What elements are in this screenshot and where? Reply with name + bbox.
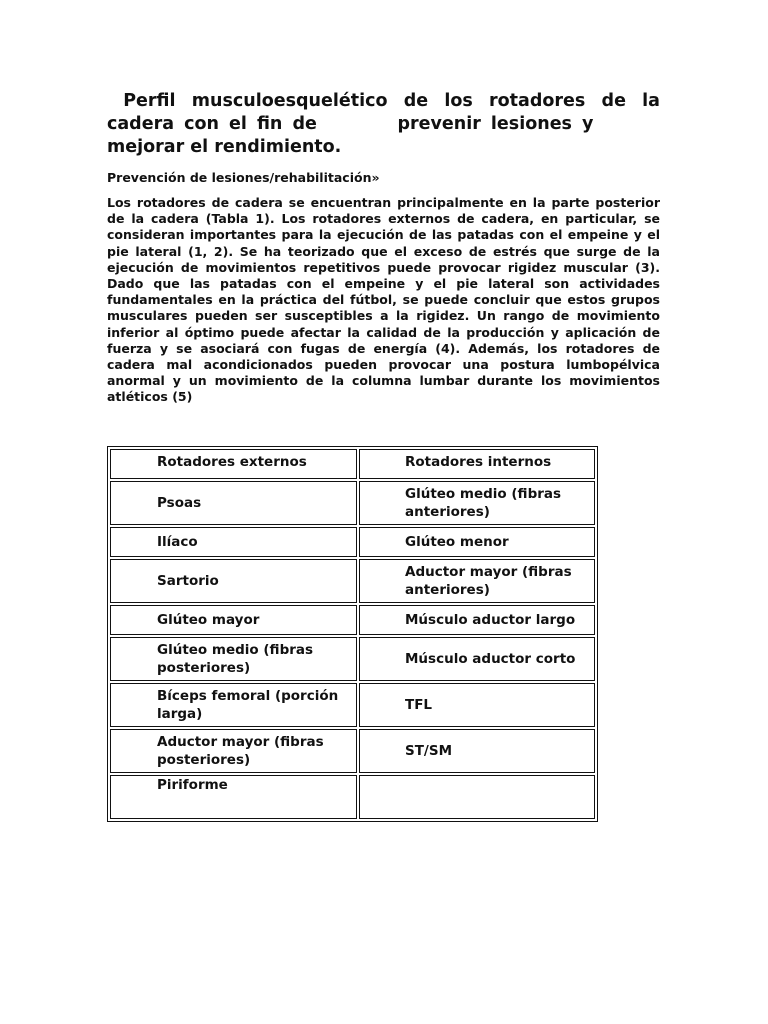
table-row: [110, 605, 595, 635]
table-cell: Bíceps femoral (porción larga): [110, 683, 357, 727]
table-cell: Aductor mayor (fibras anteriores): [359, 559, 595, 603]
body-paragraph: Los rotadores de cadera se encuentran principalmente en la parte posterior de la cadera (Tabla 1). Los rotadores externos de cadera, en particular, se consideran importantes para la ejecución de las patadas con el empeine y el pie lateral (1, 2). Se ha teorizado que el exceso de estrés que surge de la ejecución de movimientos repetitivos puede provocar rigidez muscular (3). Dado que las patadas con el empeine y el pie lateral son actividades fundamentales en la práctica del fútbol, se puede concluir que estos grupos musculares pueden ser susceptibles a la rigidez. Un rango de movimiento inferior al óptimo puede afectar la calidad de la producción y aplicación de fuerza y se asociará con fugas de energía (4). Además, los rotadores de cadera mal acondicionados pueden provocar una postura lumbopélvica anormal y un movimiento de la columna lumbar durante los movimientos atléticos (5): [107, 195, 660, 405]
section-heading: Prevención de lesiones/rehabilitación»: [107, 170, 380, 185]
table-cell: [359, 775, 595, 819]
table-header-row: [110, 449, 595, 479]
table-cell: Músculo aductor corto: [359, 637, 595, 681]
table-cell: Glúteo menor: [359, 527, 595, 557]
table-cell: Músculo aductor largo: [359, 605, 595, 635]
table-cell: Aductor mayor (fibras posteriores): [110, 729, 357, 773]
table-cell: ST/SM: [359, 729, 595, 773]
table-row: [110, 481, 595, 525]
table-row: [110, 683, 595, 727]
table-row: [110, 527, 595, 557]
table-row: [110, 729, 595, 773]
table-cell: Glúteo mayor: [110, 605, 357, 635]
header-external-rotators: Rotadores externos: [110, 449, 357, 479]
hip-rotators-table: [107, 446, 598, 822]
table-row: [110, 637, 595, 681]
table-row: [110, 559, 595, 603]
table-cell: Glúteo medio (fibras posteriores): [110, 637, 357, 681]
header-internal-rotators: Rotadores internos: [359, 449, 595, 479]
table-cell: Glúteo medio (fibras anteriores): [359, 481, 595, 525]
table-cell: Piriforme: [110, 775, 357, 819]
table-row: [110, 775, 595, 819]
table-cell: TFL: [359, 683, 595, 727]
table-cell: Ilíaco: [110, 527, 357, 557]
document-title: Perfil musculoesquelético de los rotadores de la cadera con el fin de prevenir lesiones y mejorar el rendimiento.: [107, 91, 667, 157]
table-cell: Psoas: [110, 481, 357, 525]
table-cell: Sartorio: [110, 559, 357, 603]
